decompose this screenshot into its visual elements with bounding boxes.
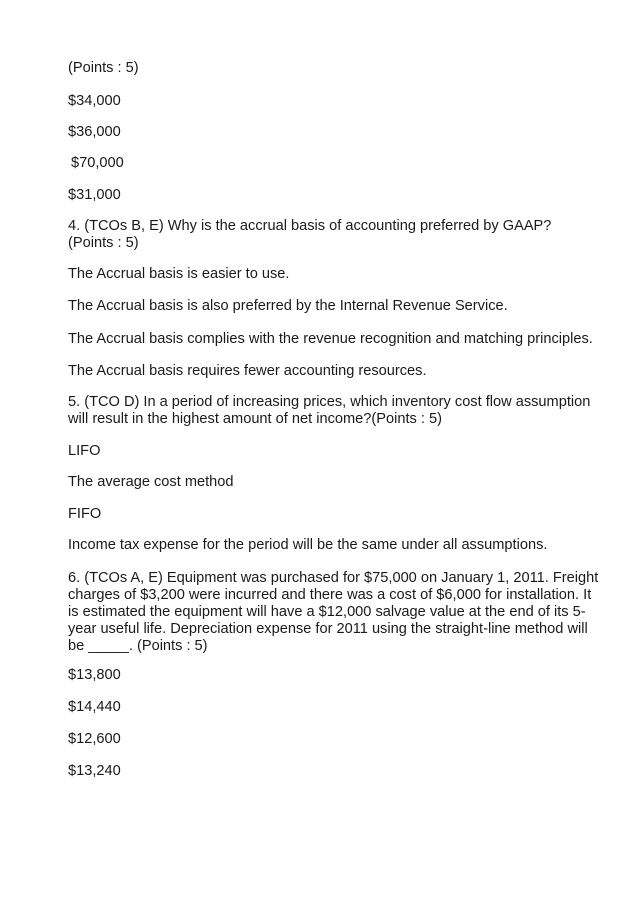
q6-option-2: $14,440 xyxy=(68,699,121,715)
q4-option-2: The Accrual basis is also preferred by the Internal Revenue Service. xyxy=(68,298,508,314)
q6-question: 6. (TCOs A, E) Equipment was purchased for $75,000 on January 1, 2011. Freight charges of $3,200 were incurred and there was a cost of $6,000 for installation. It is estimated the equipment will have a $12,000 salvage value at the end of its 5-year useful life. Depreciation expense for 2011 using the straight-line method will be _____. (Points : 5) xyxy=(68,570,599,654)
q5-option-3: FIFO xyxy=(68,506,102,522)
q3-option-4: $31,000 xyxy=(68,187,121,203)
q3-option-1: $34,000 xyxy=(68,93,121,109)
q6-option-4: $13,240 xyxy=(68,763,121,779)
q4-question: 4. (TCOs B, E) Why is the accrual basis of accounting preferred by GAAP? (Points : 5) xyxy=(68,218,552,251)
q5-option-2: The average cost method xyxy=(68,474,234,490)
q3-option-3: $70,000 xyxy=(71,155,124,171)
q4-option-4: The Accrual basis requires fewer accounting resources. xyxy=(68,363,427,379)
q3-points: (Points : 5) xyxy=(68,60,139,76)
q4-option-3: The Accrual basis complies with the revenue recognition and matching principles. xyxy=(68,331,593,347)
q6-option-1: $13,800 xyxy=(68,667,121,683)
q3-option-2: $36,000 xyxy=(68,124,121,140)
q5-option-1: LIFO xyxy=(68,443,101,459)
q4-option-1: The Accrual basis is easier to use. xyxy=(68,266,290,282)
q5-question: 5. (TCO D) In a period of increasing prices, which inventory cost flow assumption will result in the highest amount of net income?(Points : 5) xyxy=(68,394,591,427)
q6-option-3: $12,600 xyxy=(68,731,121,747)
q5-option-4: Income tax expense for the period will be the same under all assumptions. xyxy=(68,537,548,553)
